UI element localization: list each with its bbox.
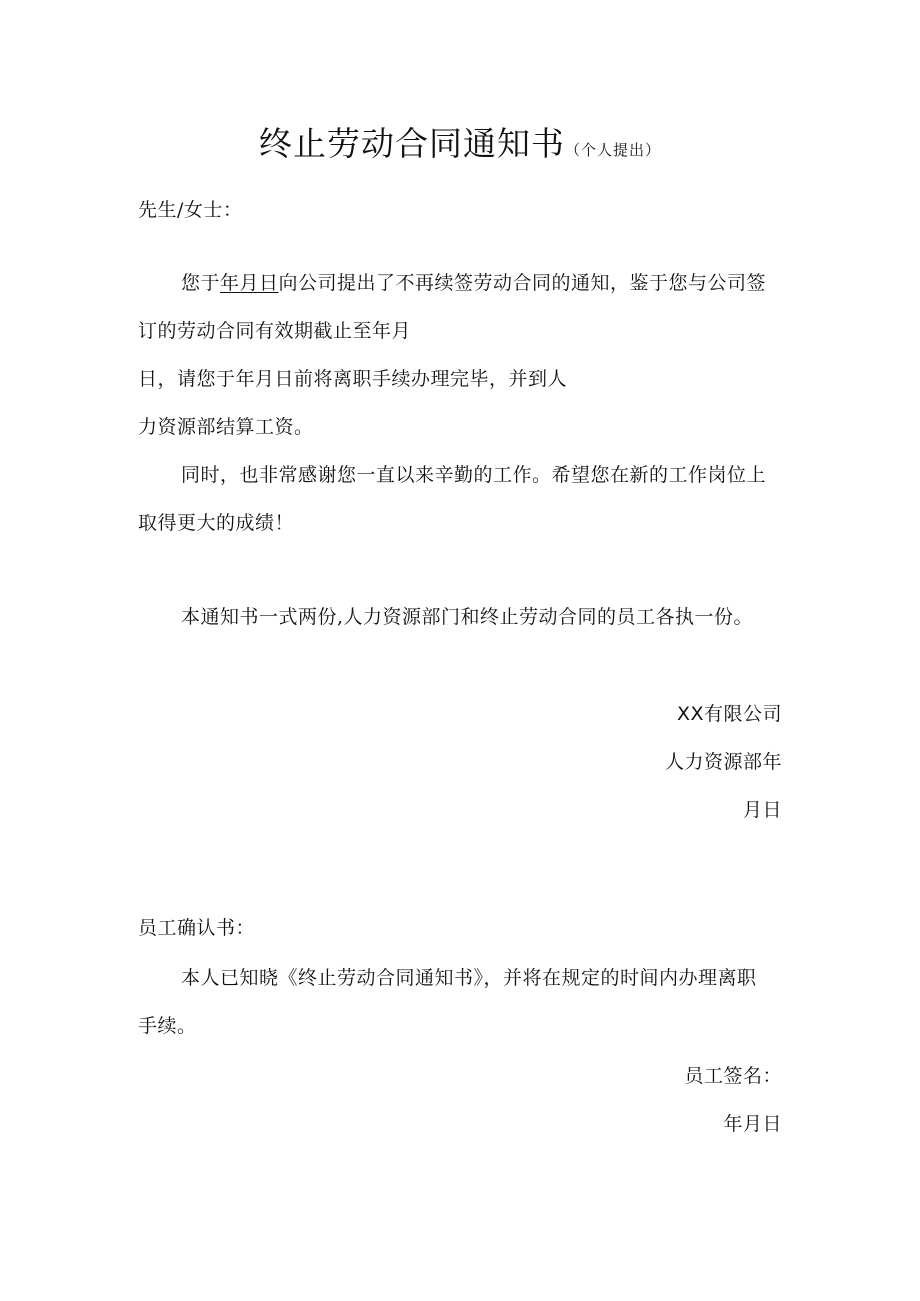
paragraph1-prefix: 您于 (181, 272, 221, 294)
paragraph1-line4: 力资源部结算工资。 (138, 416, 314, 438)
confirmation-line1: 本人已知晓《终止劳动合同通知书》，并将在规定的时间内办理离职 (181, 967, 757, 989)
salutation: 先生/女士： (138, 199, 243, 221)
company-prefix: XX (676, 703, 704, 725)
company-suffix: 有限公司 (703, 703, 782, 725)
document-title (0, 118, 920, 165)
paragraph1-line3: 日，请您于年月日前将离职手续办理完毕，并到人 (138, 368, 568, 390)
employee-signature-date: 年月日 (723, 1113, 782, 1135)
underlined-date: 年月日 (220, 272, 279, 294)
paragraph2-line1: 同时，也非常感谢您一直以来辛勤的工作。希望您在新的工作岗位上 (181, 464, 767, 486)
paragraph1-rest: 向公司提出了不再续签劳动合同的通知，鉴于您与公司签 (278, 272, 767, 294)
confirmation-heading: 员工确认书： (138, 917, 256, 939)
paragraph1-line2: 订的劳动合同有效期截止至年月 (138, 320, 412, 342)
employee-signature-label: 员工签名： (684, 1065, 782, 1087)
confirmation-line2: 手续。 (138, 1015, 197, 1037)
paragraph3: 本通知书一式两份,人力资源部门和终止劳动合同的员工各执一份。 (181, 606, 754, 628)
title-subtitle: （个人提出） (564, 141, 661, 159)
company-name (677, 702, 782, 726)
title-main: 终止劳动合同通知书 (258, 124, 565, 163)
department-line: 人力资源部年 (664, 751, 782, 773)
company-date: 月日 (742, 799, 782, 821)
paragraph2-line2: 取得更大的成绩！ (138, 512, 295, 534)
paragraph1-line1 (181, 271, 766, 295)
